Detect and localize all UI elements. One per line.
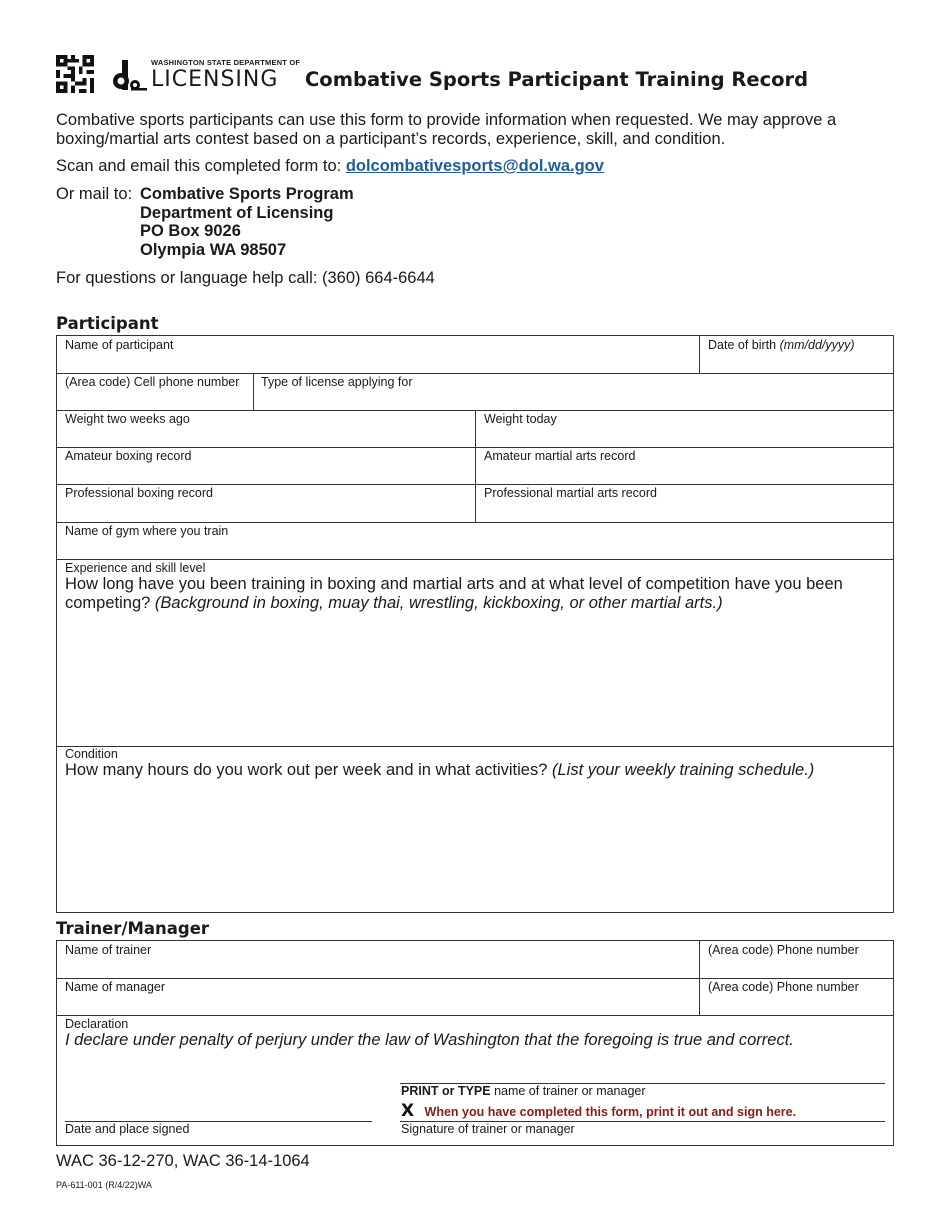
date-place-field[interactable]: Date and place signed [65,1122,190,1136]
page-title: Combative Sports Participant Training Record [305,68,809,91]
manager-phone-field[interactable]: (Area code) Phone number [708,980,859,994]
address-line: Combative Sports Program [140,185,354,203]
weight-today-field[interactable]: Weight today [484,412,557,426]
email-link[interactable]: dolcombativesports@dol.wa.gov [345,157,604,175]
amateur-martial-arts-field[interactable]: Amateur martial arts record [484,449,636,463]
gym-name-field[interactable]: Name of gym where you train [65,524,229,538]
weight-two-weeks-field[interactable]: Weight two weeks ago [65,412,190,426]
condition-label: Condition [65,747,118,761]
dob-format: (mm/dd/yyyy) [779,338,855,352]
trainer-name-field[interactable]: Name of trainer [65,943,152,957]
help-phone-text: For questions or language help call: (360) 664-6644 [56,269,435,287]
declaration-text: I declare under penalty of perjury under the law of Washington that the foregoing is true and correct. [65,1031,794,1049]
trainer-phone-field[interactable]: (Area code) Phone number [708,943,859,957]
trainer-table [56,940,894,1146]
condition-note: (List your weekly training schedule.) [552,761,815,779]
license-type-field[interactable]: Type of license applying for [261,375,413,389]
print-name-field[interactable]: PRINT or TYPE name of trainer or manager [401,1084,646,1098]
manager-name-field[interactable]: Name of manager [65,980,166,994]
sign-x-icon: X [401,1101,415,1121]
address-line: Department of Licensing [140,203,334,222]
address-line: Olympia WA 98507 [140,240,287,259]
logo-small-text: WASHINGTON STATE DEPARTMENT OF [151,58,301,67]
experience-label: Experience and skill level [65,561,206,575]
signature-notice [401,1101,796,1121]
experience-note: (Background in boxing, muay thai, wrestling, kickboxing, or other martial arts.) [154,594,723,612]
sign-notice-text: When you have completed this form, print it out and sign here. [424,1105,797,1119]
experience-question[interactable]: How long have you been training in boxing and martial arts and at what level of competition have you been competing? (Background in boxing, muay thai, wrestling, kickboxing, or other martial arts.) [65,575,843,612]
dob-label: Date of birth [708,338,777,352]
condition-question[interactable]: How many hours do you work out per week and in what activities? (List your weekly training schedule.) [65,761,815,779]
dol-logo [111,58,301,94]
participant-heading: Participant [56,314,159,333]
address-line: PO Box 9026 [140,222,241,240]
pro-martial-arts-field[interactable]: Professional martial arts record [484,486,657,500]
scan-prefix: Scan and email this completed form to: [56,157,346,175]
signature-field[interactable]: Signature of trainer or manager [401,1122,575,1136]
form-number: PA-611-001 (R/4/22)WA [56,1180,152,1190]
intro-text: Combative sports participants can use this form to provide information when requested. We may approve a boxing/martial arts contest based on a participant’s records, experience, skill, and condition. [56,111,837,148]
mail-label: Or mail to: [56,185,133,203]
qr-code-icon [56,55,94,93]
declaration-label: Declaration [65,1017,129,1031]
pro-boxing-field[interactable]: Professional boxing record [65,486,213,500]
dob-field[interactable] [708,338,855,352]
scan-instruction [56,157,604,176]
participant-table [56,335,894,913]
trainer-manager-heading: Trainer/Manager [56,919,210,938]
cell-phone-field[interactable]: (Area code) Cell phone number [65,375,240,389]
amateur-boxing-field[interactable]: Amateur boxing record [65,449,192,463]
dol-logo-mark-icon [111,58,147,94]
logo-big-text: LICENSING [151,67,279,92]
participant-name-field[interactable]: Name of participant [65,338,174,352]
mail-address [140,185,354,259]
wac-reference: WAC 36-12-270, WAC 36-14-1064 [56,1152,310,1170]
